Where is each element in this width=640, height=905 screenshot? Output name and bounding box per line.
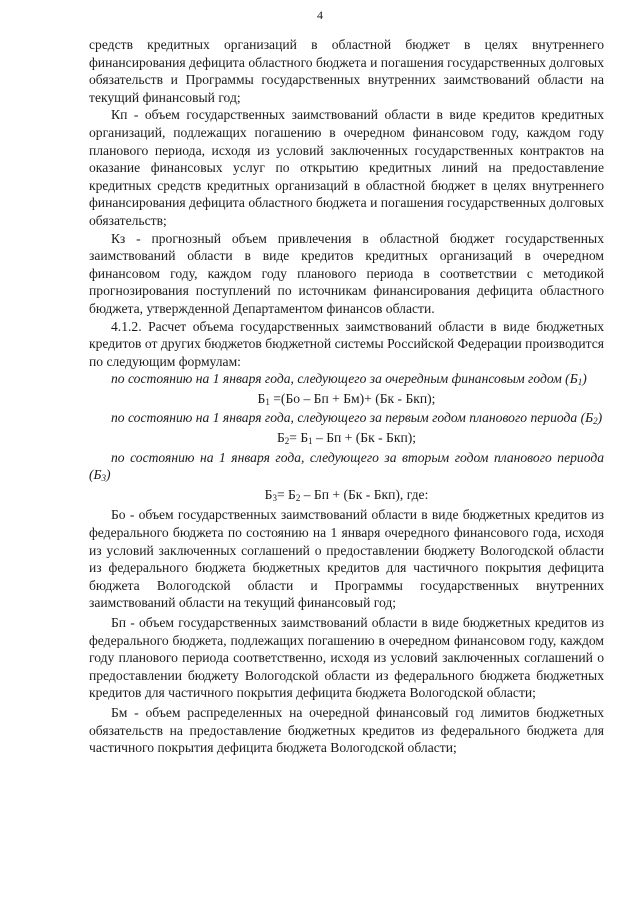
paragraph-bp-definition: Бп - объем государственных заимствований области в виде бюджетных кредитов из федерального бюджета, подлежащих погашению в очередном финансовом году, каждом году планового периода соответственно, исходя из условий заключенных соглашений о предоставлении бюджету Вологодской области из федерального бюджета бюджетных кредитов для частичного покрытия дефицита бюджета Вологодской области; bbox=[89, 615, 604, 701]
condition-b1: по состоянию на 1 января года, следующего за очередным финансовым годом $(Б_1)$ bbox=[111, 371, 587, 388]
document-body bbox=[89, 36, 604, 757]
formula-b3: $Б_3= Б_2$ – Бп + (Бк - Бкп), где: bbox=[264, 486, 429, 503]
paragraph-bm-definition: Бм - объем распределенных на очередной финансовый год лимитов бюджетных обязательств на предоставление бюджетных кредитов из федерального бюджета для частичного покрытия дефицита бюджета Вологодской области; bbox=[89, 704, 604, 756]
paragraph-bo-definition: Бо - объем государственных заимствований области в виде бюджетных кредитов из федерального бюджета по состоянию на 1 января очередного финансового года, исходя из условий заключенных соглашений о предоставлении бюджету Вологодской области из федерального бюджета бюджетных кредитов для частичного покрытия дефицита бюджета Вологодской области и Программы государственных внутренних заимствований области на текущий финансовый год; bbox=[89, 507, 604, 611]
formula-b2: $Б_2= Б_1$ – Бп + (Бк - Бкп); bbox=[276, 430, 417, 447]
condition-b3: по состоянию на 1 января года, следующего за вторым годом планового периода $(Б_3)$ bbox=[89, 449, 604, 484]
formula-b1: $Б_1 =(Бо$ – Бп + Бм)+ (Бк - Бкп); bbox=[257, 390, 436, 407]
paragraph-kz-definition: Кз - прогнозный объем привлечения в областной бюджет государственных заимствований области в виде кредитов кредитных организаций в очередном финансовом году, каждом году планового периода в соответствии с методикой прогнозирования поступлений по источникам финансирования дефицита областного бюджета, утвержденной Департаментом финансов области. bbox=[89, 230, 604, 316]
page-number: 4 bbox=[317, 8, 323, 22]
paragraph-continuation: средств кредитных организаций в областной бюджет в целях внутреннего финансирования дефицита областного бюджета и погашения государственных долговых обязательств и Программы государственных внутренних заимствований области на текущий финансовый год; bbox=[89, 37, 604, 105]
paragraph-section-4-1-2: 4.1.2. Расчет объема государственных заимствований области в виде бюджетных кредитов от других бюджетов бюджетной системы Российской Федерации производится по следующим формулам: bbox=[89, 318, 604, 369]
condition-b2: по состоянию на 1 января года, следующего за первым годом планового периода $(Б_2)$ bbox=[111, 410, 603, 427]
paragraph-kp-definition: Кп - объем государственных заимствований области в виде кредитов кредитных организаций, подлежащих погашению в очередном финансовом году, каждом году планового периода, исходя из условий заключенных государственных контрактов на оказание финансовых услуг по открытию кредитных линий на предоставление кредитных средств кредитных организаций в областной бюджет в целях внутреннего финансирования дефицита областного бюджета и погашения государственных долговых обязательств; bbox=[89, 107, 604, 228]
